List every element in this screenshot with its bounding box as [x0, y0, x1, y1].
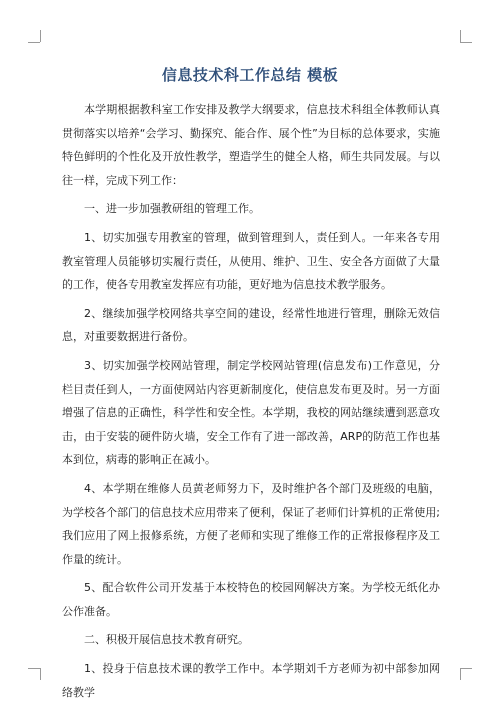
crop-mark-top-left-v [40, 30, 41, 42]
intro-paragraph: 本学期根据教科室工作安排及教学大纲要求，信息技术科组全体教师认真贯彻落实以培养“会学习、勤探究、能合作、展个性”为目标的总体要求，实施特色鲜明的个性化及开放性教学，塑造学生的健全人格，师生共同发展。与以往一样，完成下列工作： [62, 103, 440, 187]
crop-mark-bottom-left-v [40, 668, 41, 680]
paragraph-2-1: 1、投身于信息技术课的教学工作中。本学期刘千方老师为初中部参加网络教学 [62, 662, 440, 699]
paragraph-1-2: 2、继续加强学校网络共享空间的建设，经常性地进行管理，删除无效信息，对重要数据进行备份。 [62, 306, 440, 344]
document-title: 信息技术科工作总结 模板 [161, 66, 339, 84]
crop-mark-bottom-left-h [28, 668, 40, 669]
section-heading-2: 二、积极开展信息技术教育研究。 [84, 633, 249, 647]
crop-mark-bottom-right-v [460, 668, 461, 680]
crop-mark-bottom-right-h [460, 668, 472, 669]
paragraph-1-5: 5、配合软件公司开发基于本校特色的校园网解决方案。为学校无纸化办公作准备。 [62, 581, 440, 618]
paragraph-1-1: 1、切实加强专用教室的管理，做到管理到人，责任到人。一年来各专用教室管理人员能够切实履行责任，从使用、维护、卫生、安全各方面做了大量的工作，使各专用教室发挥应有功能，更好地为信息技术教学服务。 [62, 230, 440, 292]
paragraph-1-4: 4、本学期在维修人员黄老师努力下，及时维护各个部门及班级的电脑，为学校各个部门的信息技术应用带来了便利，保证了老师们计算机的正常使用;我们应用了网上报修系统，方便了老师和实现了维修工作的正常报修程序及工作量的统计。 [62, 481, 440, 566]
document-body [62, 98, 440, 709]
section-heading-1: 一、进一步加强教研组的管理工作。 [84, 202, 260, 216]
crop-mark-top-right-v [460, 30, 461, 42]
paragraph-1-3: 3、切实加强学校网站管理，制定学校网站管理(信息发布)工作意见，分栏目责任到人，一方面使网站内容更新制度化，使信息发布更及时。另一方面增强了信息的正确性，科学性和安全性。本学期，我校的网站继续遭到恶意攻击，由于安装的硬件防火墙，安全工作有了进一部改善，ARP的防范工作也基本到位，病毒的影响正在减小。 [62, 358, 440, 467]
crop-mark-top-right-h [460, 42, 472, 43]
crop-mark-top-left-h [28, 42, 40, 43]
